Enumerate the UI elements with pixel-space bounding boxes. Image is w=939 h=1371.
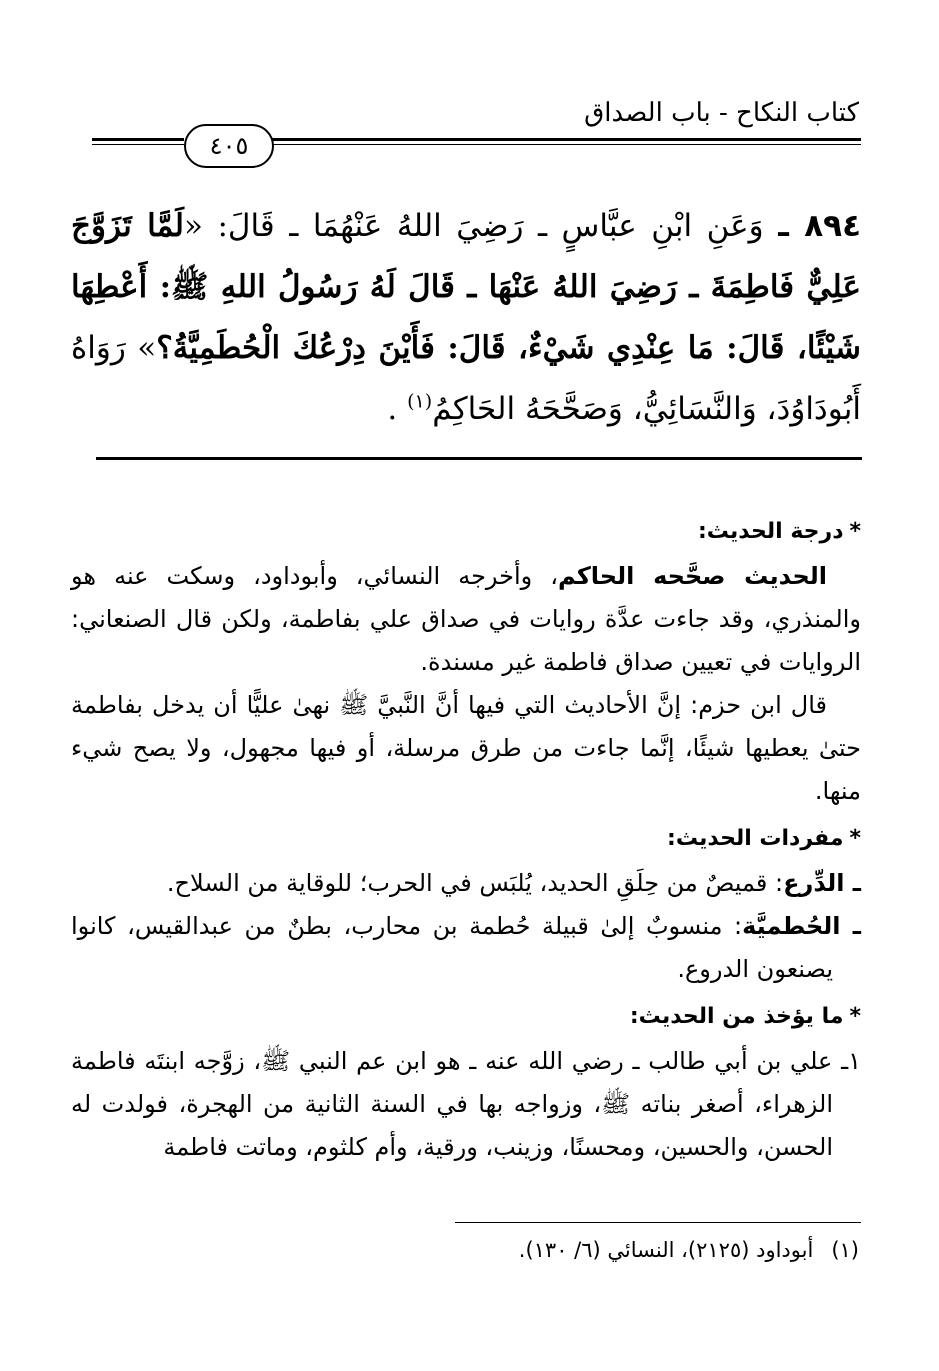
hadith-matn-part2: قَالَ: مَا عِنْدِي شَيْءٌ، قَالَ: فَأَيْنَ دِرْعُكَ الْحُطَمِيَّةُ؟ [156,330,797,366]
footnote-rule [455,1222,861,1223]
header-rule-left [92,138,184,145]
vocab-item-dir: ـ الدِّرع: قميصٌ من حِلَقِ الحديد، يُلبَس في الحرب؛ للوقاية من السلاح. [166,869,861,897]
asterisk-icon: * [849,826,861,851]
page-number: ٤٠٥ [184,124,274,168]
asterisk-icon: * [849,519,861,544]
hadith-end: . [387,391,408,427]
degree-paragraph-1: الحديث صحَّحه الحاكم، وأخرجه النسائي، وأبوداود، وسكت عنه هو والمنذري، وقد جاءت عدَّة روايات في صداق علي بفاطمة، ولكن قال الصنعاني: الروايات في تعيين صداق فاطمة غير مسندة. [71,562,861,676]
degree-paragraph-2: قال ابن حزم: إنَّ الأحاديث التي فيها أنَّ النَّبيَّ ﷺ نهىٰ عليًّا أن يدخل بفاطمة حتىٰ يعطيها شيئًا، إنَّما جاءت من طرق مرسلة، أو فيها مجهول، ولا يصح شيء منها. [71,691,861,805]
hadith-number: ٨٩٤ ـ [778,208,862,244]
vocab-item-hutamiyya: ـ الحُطميَّة: منسوبٌ إلىٰ قبيلة حُطمة بن محارب، بطنٌ من عبدالقيس، كانوا يصنعون الدروع. [71,912,861,983]
lesson-item-1: ١ـ علي بن أبي طالب ـ رضي الله عنه ـ هو ابن عم النبي ﷺ، زوَّجه ابنتَه فاطمة الزهراء، أصغر بناته ﷺ، وزواجه بها في السنة الثانية من الهجرة، فولدت له الحسن، والحسين، ومحسنًا، وزينب، ورقية، وأم كلثوم، وماتت فاطمة [71,1047,861,1161]
hadith-matn-part1: لَمَّا تَزَوَّجَ عَلِيٌّ فَاطِمَةَ ـ رَضِيَ اللهُ عَنْهَا ـ قَالَ لَهُ رَسُولُ اللهِ ﷺ: أَعْطِهَا شَيْئًا، [71,208,862,366]
section-heading-vocab: *مفردات الحديث: [667,826,861,851]
section-heading-degree: *درجة الحديث: [697,519,861,544]
footnote-marker: (١) [407,390,433,413]
header-rule-right [265,138,861,145]
asterisk-icon: * [849,1004,861,1029]
commentary [71,506,861,1169]
section-heading-lessons: *ما يؤخذ من الحديث: [629,1004,861,1029]
hadith-takhrij: » رَوَاهُ أَبُودَاوُدَ، وَالنَّسَائِيُّ، وَصَحَّحَهُ الحَاكِمُ [71,330,861,427]
hadith-text [71,196,861,440]
section-divider [96,457,862,460]
footnote [519,1238,859,1262]
footnote-number: (١) [831,1238,859,1262]
running-title: كتاب النكاح - باب الصداق [584,98,859,128]
hadith-intro: وَعَنِ ابْنِ عبَّاسٍ ـ رَضِيَ اللهُ عَنْهُمَا ـ قَالَ: « [183,208,764,244]
footnote-text: أبوداود (٢١٢٥)، النسائي (٦/ ١٣٠). [518,1238,814,1262]
